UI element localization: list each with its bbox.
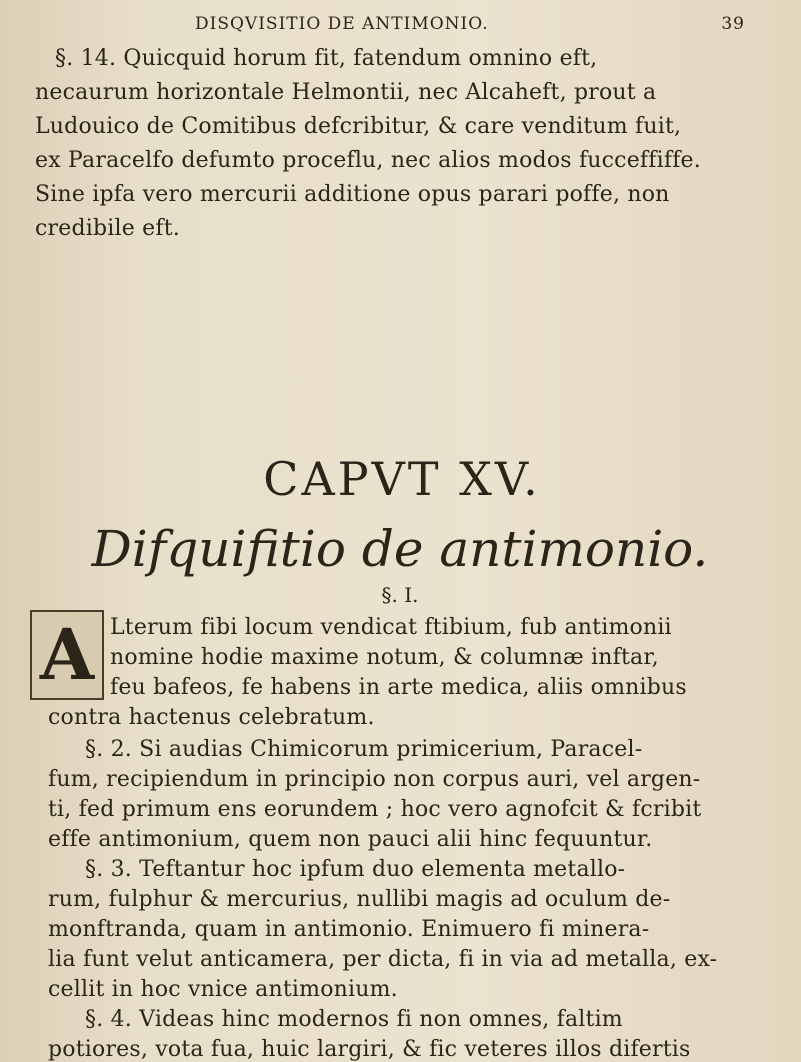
text-line: monftranda, quam in antimonio. Enimuero fi minera- (48, 917, 650, 942)
running-title: DISQVISITIO DE ANTIMONIO. (195, 14, 489, 34)
text-line: feu bafeos, fe habens in arte medica, aliis omnibus (110, 675, 687, 700)
chapter-heading: CAPVT XV. (263, 452, 541, 506)
decorated-initial: A (30, 610, 104, 700)
text-line: §. 2. Si audias Chimicorum primicerium, Paracel- (85, 737, 643, 762)
text-line: nomine hodie maxime notum, & columnæ inftar, (110, 645, 659, 670)
text-line: Lterum fibi locum vendicat ftibium, fub antimonii (110, 615, 672, 640)
text-line: §. 14. Quicquid horum fit, fatendum omnino eft, (55, 46, 598, 71)
section-mark: §. I. (381, 583, 419, 607)
text-line: ex Paracelfo defumto proceflu, nec alios modos fucceffiffe. (35, 148, 701, 173)
text-line: contra hactenus celebratum. (48, 705, 375, 730)
text-line: fum, recipiendum in principio non corpus auri, vel argen- (48, 767, 701, 792)
text-line: cellit in hoc vnice antimonium. (48, 977, 398, 1002)
text-line: credibile eft. (35, 216, 180, 241)
text-line: rum, fulphur & mercurius, nullibi magis ad oculum de- (48, 887, 671, 912)
text-line: Sine ipfa vero mercurii additione opus parari poffe, non (35, 182, 670, 207)
text-line: Ludouico de Comitibus defcribitur, & care venditum fuit, (35, 114, 682, 139)
page-number: 39 (721, 14, 745, 34)
chapter-subtitle: Difquifitio de antimonio. (91, 520, 709, 578)
text-line: effe antimonium, quem non pauci alii hinc fequuntur. (48, 827, 653, 852)
text-line: §. 4. Videas hinc modernos fi non omnes, faltim (85, 1007, 623, 1032)
text-line: lia funt velut anticamera, per dicta, fi in via ad metalla, ex- (48, 947, 718, 972)
text-line: potiores, vota fua, huic largiri, & fic veteres illos difertis (48, 1037, 691, 1062)
text-line: necaurum horizontale Helmontii, nec Alcaheft, prout a (35, 80, 657, 105)
running-header (195, 14, 755, 34)
text-line: §. 3. Teftantur hoc ipfum duo elementa metallo- (85, 857, 626, 882)
text-line: ti, fed primum ens eorundem ; hoc vero agnofcit & fcribit (48, 797, 702, 822)
